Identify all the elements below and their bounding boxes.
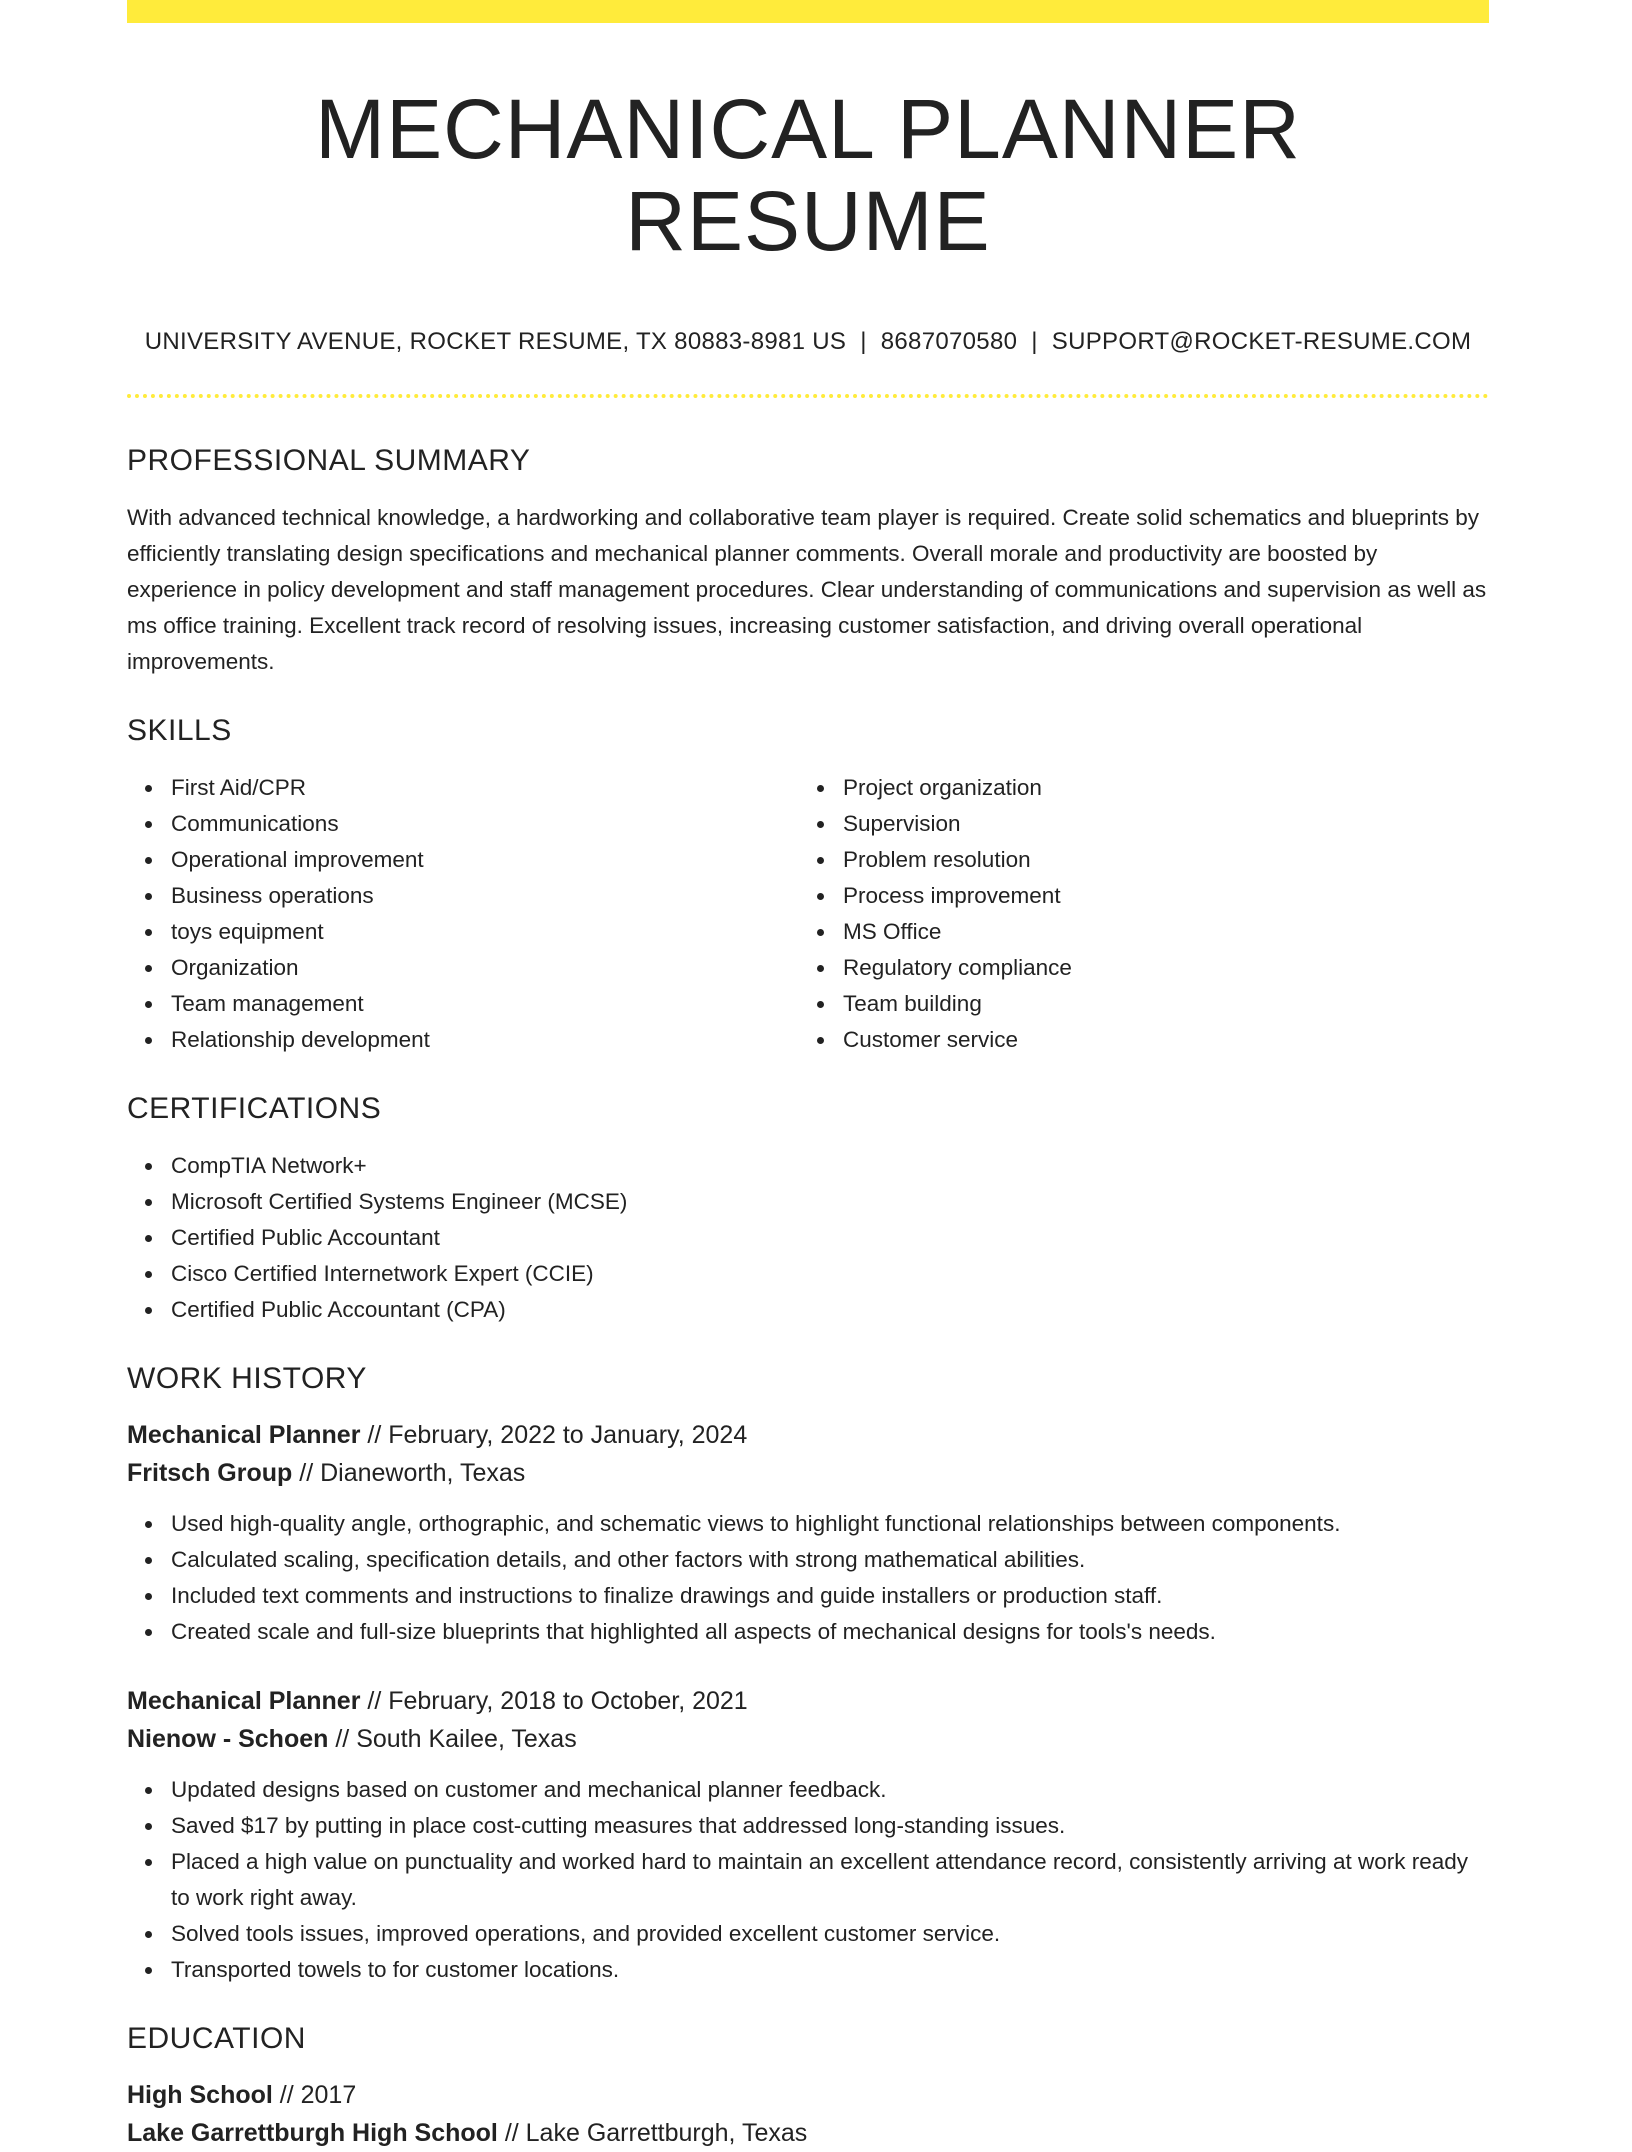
- skill-item: toys equipment: [127, 914, 799, 950]
- skill-item: Communications: [127, 806, 799, 842]
- skill-item: Team management: [127, 986, 799, 1022]
- resume-title: MECHANICAL PLANNER RESUME: [315, 82, 1301, 269]
- education-location: // Lake Garrettburgh, Texas: [497, 2118, 808, 2147]
- job-duty: Calculated scaling, specification details, and other factors with strong mathematical abilities.: [127, 1542, 1489, 1578]
- certification-item: CompTIA Network+: [127, 1148, 1489, 1184]
- education-degree: High School: [127, 2080, 273, 2109]
- job-entry: [127, 1416, 1489, 1650]
- job-dates: // February, 2018 to October, 2021: [360, 1686, 748, 1715]
- education-school-line: [127, 2114, 1489, 2152]
- education-school: Lake Garrettburgh High School: [127, 2118, 498, 2147]
- job-role: Mechanical Planner: [127, 1686, 361, 1715]
- education-section: [127, 2022, 1489, 2152]
- certification-item: Microsoft Certified Systems Engineer (MCSE): [127, 1184, 1489, 1220]
- education-heading: EDUCATION: [127, 2021, 306, 2055]
- work-history-section: [127, 1362, 1489, 1988]
- certifications-heading: CERTIFICATIONS: [127, 1091, 382, 1125]
- top-accent-bar: [127, 0, 1489, 23]
- job-duty: Solved tools issues, improved operations, and provided excellent customer service.: [127, 1916, 1489, 1952]
- education-degree-line: [127, 2076, 1489, 2114]
- skills-columns: [127, 748, 1489, 1058]
- skill-item: Organization: [127, 950, 799, 986]
- job-duty: Saved $17 by putting in place cost-cutting measures that addressed long-standing issues.: [127, 1808, 1489, 1844]
- job-title-line: [127, 1682, 1489, 1720]
- summary-section: [127, 444, 1489, 680]
- contact-separator: |: [860, 327, 867, 355]
- job-duties-list: [127, 1506, 1489, 1650]
- certifications-list: [127, 1148, 1489, 1328]
- job-duty: Updated designs based on customer and mechanical planner feedback.: [127, 1772, 1489, 1808]
- contact-email: SUPPORT@ROCKET-RESUME.COM: [1051, 327, 1472, 355]
- job-company-line: [127, 1454, 1489, 1492]
- job-title-line: [127, 1416, 1489, 1454]
- work-history-heading: WORK HISTORY: [127, 1361, 367, 1395]
- skill-item: Process improvement: [799, 878, 1471, 914]
- job-duties-list: [127, 1772, 1489, 1988]
- skill-item: Team building: [799, 986, 1471, 1022]
- skill-item: Relationship development: [127, 1022, 799, 1058]
- education-year: // 2017: [272, 2080, 357, 2109]
- skill-item: MS Office: [799, 914, 1471, 950]
- skill-item: Regulatory compliance: [799, 950, 1471, 986]
- education-entry: [127, 2076, 1489, 2152]
- summary-text: With advanced technical knowledge, a hardworking and collaborative team player is required. Create solid schematics and blueprints by efficiently translating design specifications and mechanical planner comments. Overall morale and productivity are boosted by experience in policy development and staff management procedures. Clear understanding of communications and supervision as well as ms office training. Excellent track record of resolving issues, increasing customer satisfaction, and driving overall operational improvements.: [127, 504, 1487, 674]
- contact-phone: 8687070580: [880, 327, 1018, 355]
- certification-item: Cisco Certified Internetwork Expert (CCIE): [127, 1256, 1489, 1292]
- summary-heading: PROFESSIONAL SUMMARY: [127, 443, 531, 477]
- contact-address: UNIVERSITY AVENUE, ROCKET RESUME, TX 80883-8981 US: [144, 327, 847, 355]
- job-duty: Created scale and full-size blueprints that highlighted all aspects of mechanical designs for tools's needs.: [127, 1614, 1489, 1650]
- job-company-line: [127, 1720, 1489, 1758]
- job-duty: Transported towels to for customer locations.: [127, 1952, 1489, 1988]
- skill-item: First Aid/CPR: [127, 770, 799, 806]
- dotted-divider: [127, 394, 1489, 398]
- job-duty: Used high-quality angle, orthographic, and schematic views to highlight functional relationships between components.: [127, 1506, 1489, 1542]
- skills-list-right: [799, 770, 1471, 1058]
- skills-list-left: [127, 770, 799, 1058]
- contact-line: [127, 328, 1489, 356]
- job-role: Mechanical Planner: [127, 1420, 361, 1449]
- skill-item: Business operations: [127, 878, 799, 914]
- certification-item: Certified Public Accountant (CPA): [127, 1292, 1489, 1328]
- job-location: // South Kailee, Texas: [328, 1724, 577, 1753]
- skill-item: Supervision: [799, 806, 1471, 842]
- job-duty: Included text comments and instructions to finalize drawings and guide installers or production staff.: [127, 1578, 1489, 1614]
- job-location: // Dianeworth, Texas: [292, 1458, 526, 1487]
- certification-item: Certified Public Accountant: [127, 1220, 1489, 1256]
- skill-item: Problem resolution: [799, 842, 1471, 878]
- skills-section: [127, 714, 1489, 1058]
- job-company: Nienow - Schoen: [127, 1724, 329, 1753]
- job-duty: Placed a high value on punctuality and worked hard to maintain an excellent attendance record, consistently arriving at work ready to work right away.: [127, 1844, 1489, 1916]
- skill-item: Project organization: [799, 770, 1471, 806]
- skill-item: Operational improvement: [127, 842, 799, 878]
- skills-heading: SKILLS: [127, 713, 232, 747]
- certifications-section: [127, 1092, 1489, 1328]
- job-entry: [127, 1682, 1489, 1988]
- contact-separator: |: [1031, 327, 1038, 355]
- job-dates: // February, 2022 to January, 2024: [360, 1420, 748, 1449]
- job-company: Fritsch Group: [127, 1458, 293, 1487]
- skill-item: Customer service: [799, 1022, 1471, 1058]
- resume-page: [127, 0, 1489, 2152]
